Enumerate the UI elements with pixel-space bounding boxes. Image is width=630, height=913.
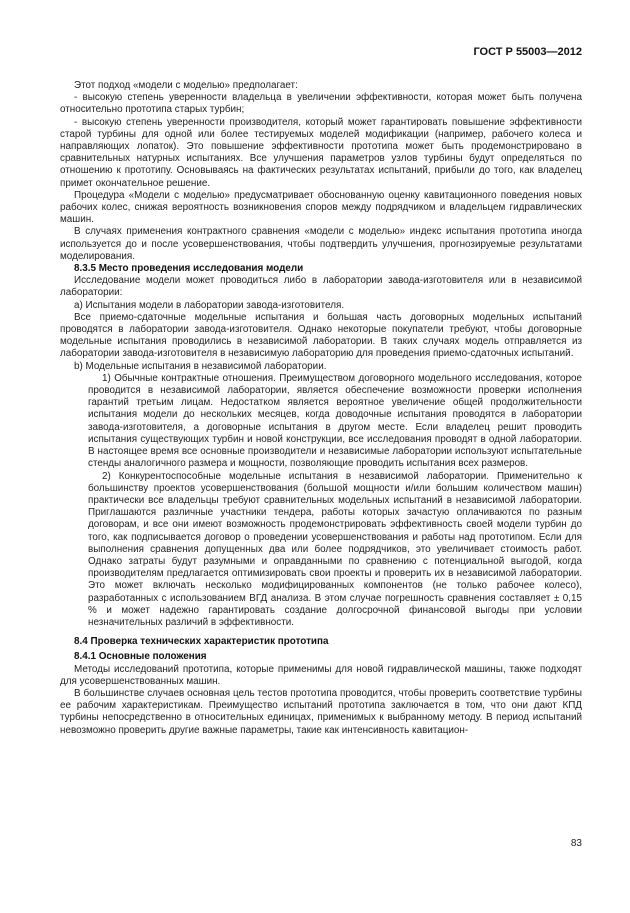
standard-header: ГОСТ Р 55003—2012 [473,46,582,58]
list-item-a: а) Испытания модели в лаборатории завода-изготовителя. [74,299,345,311]
page-number: 83 [570,838,582,849]
section-heading-8-3-5: 8.3.5 Место проведения исследования модели [74,263,304,275]
paragraph: - высокую степень уверенности производителя, который может гарантировать повышение эффективности старой турбины для одной или более тестируемых моделей модификации (например, рабочего колеса и направляющих лопаток). Это повышение эффективности прототипа может быть продемонстрировано в сравнительных натурных испытаниях. Все улучшения параметров узлов турбины будут определяться по отношению к прототипу. Основываясь на фактических результатах испытаний, прибыли до того, как владелец примет окончательное решение. [60,116,582,189]
paragraph: Исследование модели может проводиться либо в лаборатории завода-изготовителя или в независимой лаборатории: [60,275,582,299]
sub-item-1: 1) Обычные контрактные отношения. Преимуществом договорного модельного исследования, которое проводится в независимой лаборатории, является обеспечение возможности проверки исполнения гарантий третьим лицам. Недостатком является вероятное увеличение общей продолжительности испытания модели до нескольких месяцев, когда доводочные испытания проводятся в лаборатории завода-изготовителя, а договорные испытания в другом месте. Если владелец решит проводить испытания существующих турбин и новой конструкции, все исследования проводят в одной лаборатории. В настоящее время все основные производители и независимые лаборатории используют испытательные стенды аналогичного размера и мощности, позволяющие проводить испытания всех размеров. [88,372,582,470]
paragraph: Все приемо-сдаточные модельные испытания и большая часть договорных модельных испытаний проводятся в лаборатории завода-изготовителя. Однако некоторые покупатели требуют, чтобы договорные модельные испытания проводились в независимой лаборатории. В таких случаях модель отправляется из лаборатории завода-изготовителя в независимую лабораторию для проведения приемо-сдаточных испытаний. [60,311,582,360]
paragraph: В случаях применения контрактного сравнения «модели с моделью» индекс испытания прототипа иногда используется до и после усовершенствования, чтобы подтвердить улучшения, прогнозируемые результатами моделирования. [60,226,582,262]
list-item-b: b) Модельные испытания в независимой лаборатории. [74,360,327,372]
paragraph: - высокую степень уверенности владельца в увеличении эффективности, которая может быть получена относительно прототипа старых турбин; [60,92,582,116]
body-text [60,80,582,737]
paragraph: Процедура «Модели с моделью» предусматривает обоснованную оценку кавитационного поведения новых рабочих колес, снижая вероятность возникновения споров между подрядчиком и владельцем гидравлических машин. [60,189,582,226]
sub-item-2: 2) Конкурентоспособные модельные испытания в независимой лаборатории. Применительно к большинству проектов усовершенствования (большой мощности и/или большим количеством машин) практически все владельцы требуют сравнительных модельных испытаний в независимой лаборатории. Приглашаются различные участники тендера, работы которых зачастую оплачиваются по разным договорам, и все они имеют возможность продемонстрировать эффективность своей модели турбин до того, как подписывается договор о проведении усовершенствования и работы над прототипом. Если для выполнения сравнения допущенных два или более подрядчиков, это увеличивает стоимость работ. Однако затраты будут разумными и оправданными по сравнению с потенциальной выгодой, когда производителям предлагается оптимизировать свои проекты и проверить их в независимой лаборатории. Это может включать несколько модифицированных компонентов (не только рабочее колесо), разработанных с использованием ВГД анализа. В этом случае погрешность сравнения составляет ± 0,15 % и может надежно гарантировать создание долгосрочной финансовой выгоды при условии незначительных различий в эффективности. [88,470,582,628]
paragraph: Методы исследований прототипа, которые применимы для новой гидравлической машины, также подходят для усовершенствованных машин. [60,663,582,687]
paragraph: В большинстве случаев основная цель тестов прототипа проводится, чтобы проверить соответствие турбины ее рабочим характеристикам. Преимущество испытаний прототипа заключается в том, что они дают КПД турбины непосредственно в относительных единицах, применимых к выбранному методу. В период испытаний невозможно проверить другие важные параметры, такие как интенсивность кавитацион- [60,687,582,736]
section-heading-8-4-1: 8.4.1 Основные положения [74,651,207,663]
paragraph: Этот подход «модели с моделью» предполагает: [74,80,298,91]
section-heading-8-4: 8.4 Проверка технических характеристик прототипа [74,636,329,648]
